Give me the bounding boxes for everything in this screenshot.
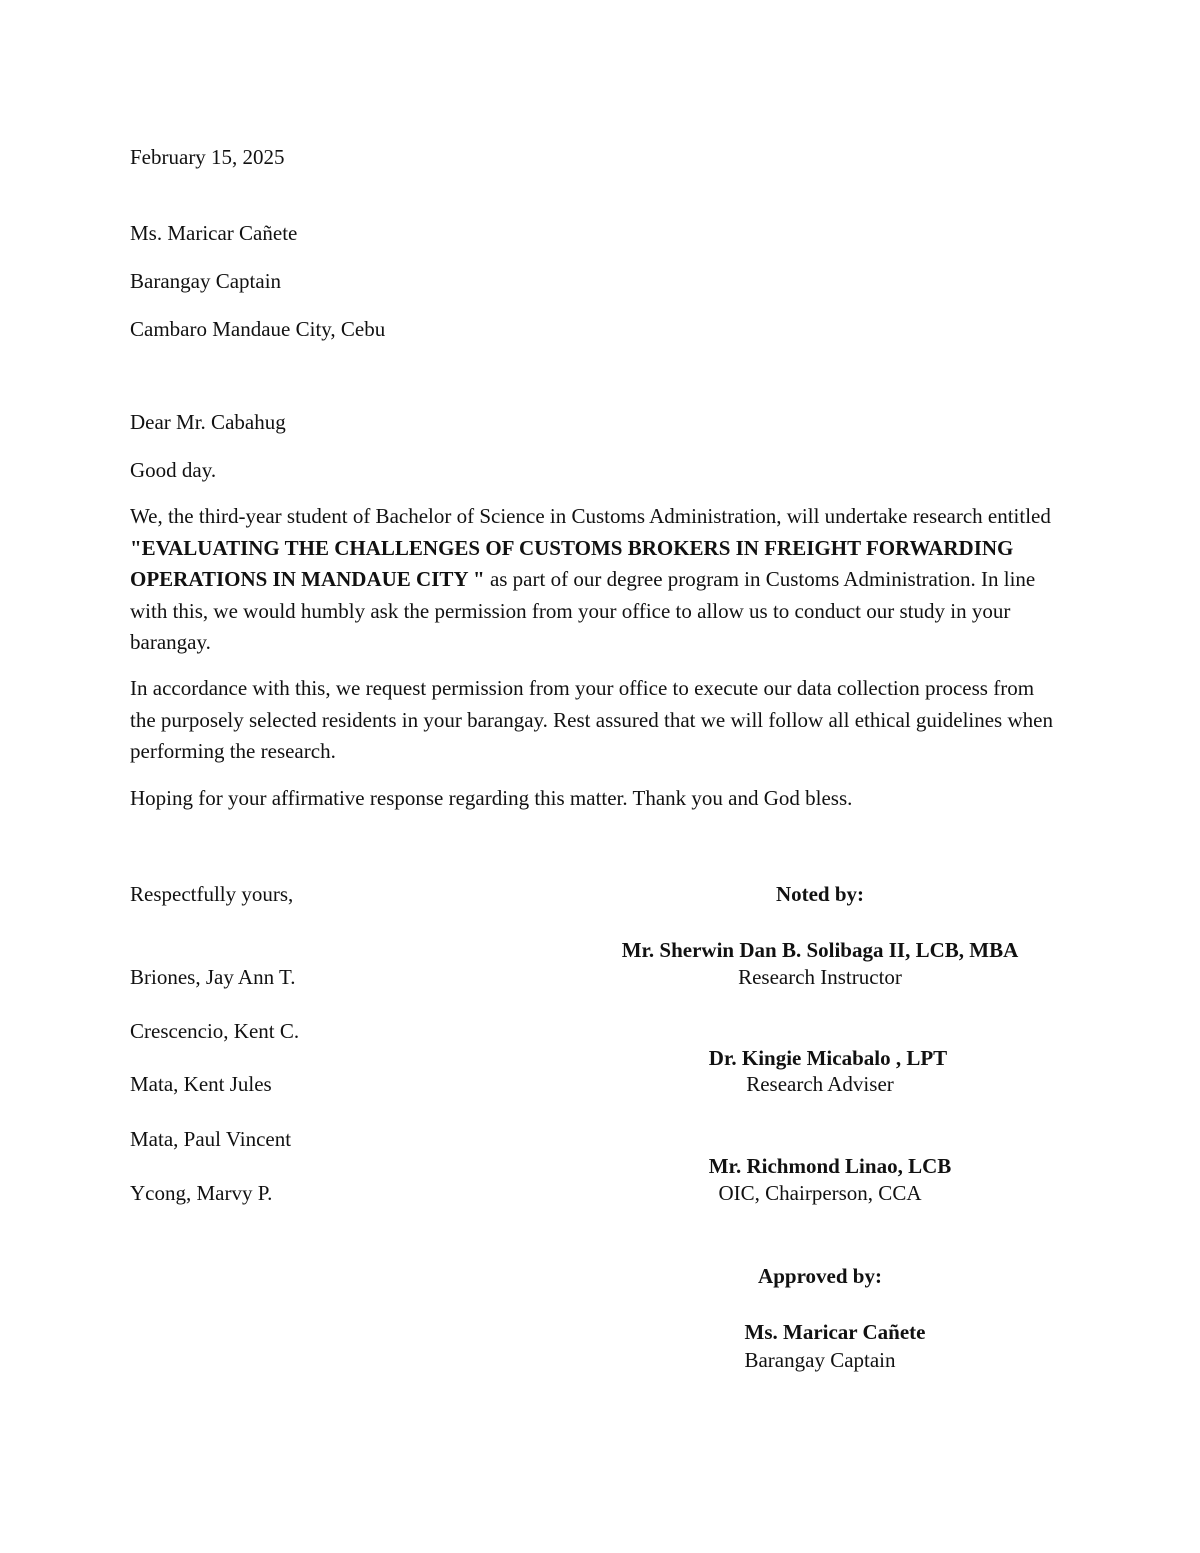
noter-role: OIC, Chairperson, CCA <box>718 1181 922 1205</box>
body-paragraph-2: In accordance with this, we request permission from your office to execute our data collection process from the purposely selected residents in your barangay. Rest assured that we will follow all ethical guidelines when performing the research. <box>130 676 1053 763</box>
approved-by-label: Approved by: <box>758 1264 882 1288</box>
body-paragraph-1 <box>130 501 1060 659</box>
noter-name: Mr. Sherwin Dan B. Solibaga II, LCB, MBA <box>621 938 1019 962</box>
body-paragraph-3: Hoping for your affirmative response regarding this matter. Thank you and God bless. <box>130 786 853 810</box>
noter-role: Research Instructor <box>738 965 902 989</box>
noter-name: Dr. Kingie Micabalo , LPT <box>708 1046 948 1070</box>
research-title: "EVALUATING THE CHALLENGES OF CUSTOMS BROKERS IN FREIGHT FORWARDING OPERATIONS IN MANDAUE CITY " <box>130 535 1014 591</box>
approver-role: Barangay Captain <box>744 1348 896 1372</box>
approver-name: Ms. Maricar Cañete <box>744 1320 926 1344</box>
closing: Respectfully yours, <box>130 882 294 906</box>
salutation: Dear Mr. Cabahug <box>130 410 286 434</box>
student-name: Briones, Jay Ann T. <box>130 965 296 989</box>
noter-role: Research Adviser <box>746 1072 894 1096</box>
student-name: Ycong, Marvy P. <box>130 1181 273 1205</box>
student-name: Mata, Kent Jules <box>130 1072 272 1096</box>
recipient-title: Barangay Captain <box>130 269 282 293</box>
student-name: Mata, Paul Vincent <box>130 1127 292 1151</box>
body-paragraph-1-intro: We, the third-year student of Bachelor of Science in Customs Administration, will undertake research entitled <box>130 504 1051 528</box>
body-paragraph-1-rest: as part of our degree program in Customs Administration. In line with this, we would humbly ask the permission from your office to allow us to conduct our study in your barangay. <box>130 567 1036 654</box>
letter-date: February 15, 2025 <box>130 145 285 169</box>
recipient-name: Ms. Maricar Cañete <box>130 221 298 245</box>
greeting: Good day. <box>130 458 217 482</box>
noter-name: Mr. Richmond Linao, LCB <box>708 1154 952 1178</box>
student-name: Crescencio, Kent C. <box>130 1019 300 1043</box>
recipient-address: Cambaro Mandaue City, Cebu <box>130 317 386 341</box>
noted-by-label: Noted by: <box>775 882 865 906</box>
